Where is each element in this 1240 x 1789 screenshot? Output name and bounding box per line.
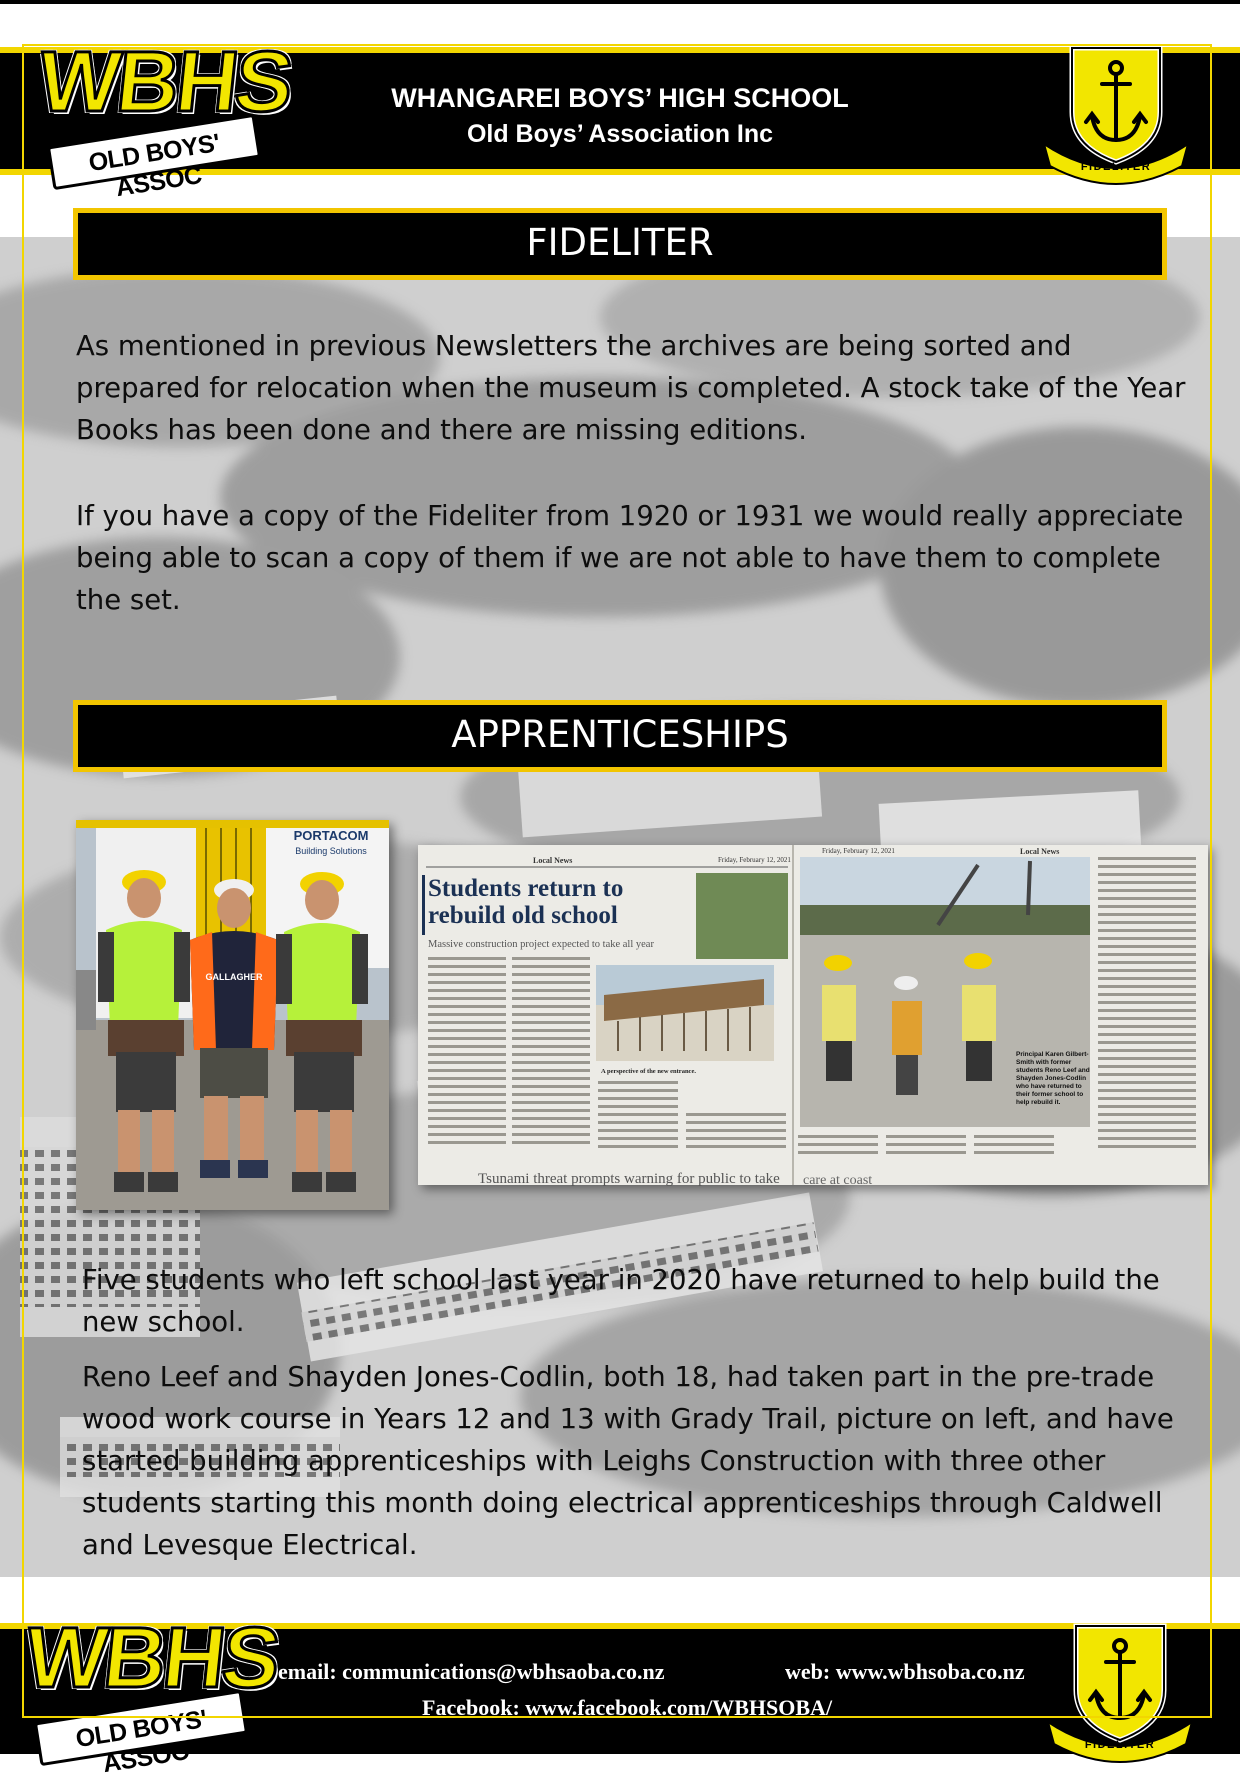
logo-wordmark: WBHS [33,34,295,130]
apprenticeships-paragraph-1: Five students who left school last year in 2020 have returned to help build the new school. [82,1264,1160,1338]
clipping-footer-headline: Tsunami threat prompts warning for public to take [478,1171,780,1187]
newspaper-clipping [418,845,1208,1188]
footer-website[interactable]: web: www.wbhsoba.co.nz [785,1659,1025,1684]
clipping-headline: Students return to rebuild old school [428,875,624,929]
footer-school-crest [1040,1620,1200,1760]
clipping-section-right: Local News [1020,847,1060,856]
sign-brand: PORTACOM [293,828,369,843]
fideliter-paragraph-1: As mentioned in previous Newsletters the archives are being sorted and prepared for relocation when the museum is completed. A stock take of the Year Books has been done and there are missing editions. [76,330,1186,446]
fideliter-paragraph-2: If you have a copy of the Fideliter from 1920 or 1931 we would really appreciate being able to scan a copy of them if we are not able to have them to complete the set. [76,500,1184,616]
footer-wbhs-logo [20,1608,282,1779]
students-photo [76,820,389,1210]
clipping-footer-right: care at coast [803,1173,873,1188]
clipping-figure-caption: A perspective of the new entrance. [601,1068,696,1075]
footer-logo-wordmark: WBHS [20,1610,282,1706]
top-rule [0,0,1240,4]
students-photo-art [76,820,389,1210]
footer-logo-ribbon-text: OLD BOYS' ASSOC [73,1704,209,1779]
footer-email[interactable]: email: communications@wbhsaoba.co.nz [278,1659,665,1684]
apprenticeships-paragraph-2: Reno Leef and Shayden Jones-Codlin, both 18, had taken part in the pre-trade wood work course in Years 12 and 13 with Grady Trail, picture on left, and have started building apprenticeships with Leighs Construction with three other students starting this month doing electrical apprenticeships through Caldwell and Levesque Electrical. [82,1361,1174,1561]
section-banner-apprenticeships: APPRENTICESHIPS [73,700,1167,772]
footer-facebook[interactable]: Facebook: www.facebook.com/WBHSOBA/ [422,1695,833,1720]
school-name: WHANGAREI BOYS’ HIGH SCHOOL [391,83,849,113]
clipping-date-right: Friday, February 12, 2021 [822,847,895,855]
sign-tagline: Building Solutions [295,846,367,856]
clipping-subheadline: Massive construction project expected to take all year [428,939,654,950]
association-name: Old Boys’ Association Inc [466,120,774,148]
clipping-architecture-render [596,965,774,1061]
clipping-photo-caption: Principal Karen Gilbert-Smith with former students Reno Leef and Shayden Jones-Codlin who have returned to their former school to help rebuild it. [1016,1051,1090,1106]
footer-crest-motto: FIDELITER [1084,1739,1156,1751]
section-banner-fideliter: FIDELITER [73,208,1167,280]
logo-ribbon-text: OLD BOYS' ASSOC [86,128,222,203]
wbhs-logo [33,32,295,203]
school-crest [1036,42,1196,182]
crest-motto: FIDELITER [1080,161,1152,173]
clipping-section-left: Local News [533,856,573,865]
vest-text: GALLAGHER [205,972,263,982]
clipping-date-left: Friday, February 12, 2021 [718,856,791,864]
